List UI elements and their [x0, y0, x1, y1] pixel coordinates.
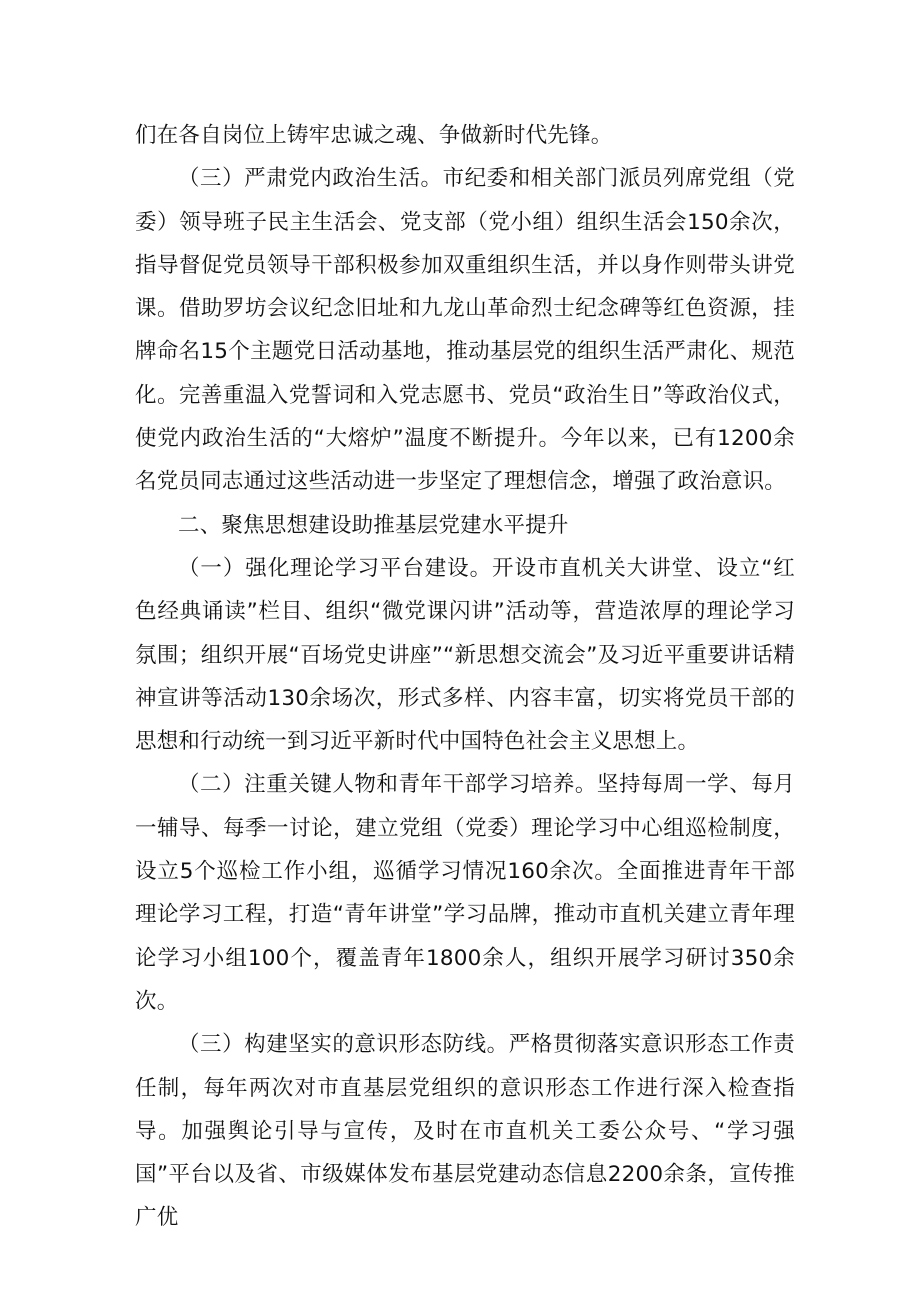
paragraph-continuation: 们在各自岗位上铸牢忠诚之魂、争做新时代先锋。 [135, 123, 613, 148]
paragraph-ideology-defense: （三）构建坚实的意识形态防线。严格贯彻落实意识形态工作责任制，每年两次对市直基层党组织的意识形态工作进行深入检查指导。加强舆论引导与宣传，及时在市直机关工委公众号、“学习强国”平台以及省、市级媒体发布基层党建动态信息2200余条，宣传推广优 [135, 1032, 795, 1231]
paragraph-party-political-life: （三）严肃党内政治生活。市纪委和相关部门派员列席党组（党委）领导班子民主生活会、党支部（党小组）组织生活会150余次，指导督促党员领导干部积极参加双重组织生活，并以身作则带头讲党课。借助罗坊会议纪念旧址和九龙山革命烈士纪念碑等红色资源，挂牌命名15个主题党日活动基地，推动基层党的组织生活严肃化、规范化。完善重温入党誓词和入党志愿书、党员“政治生日”等政治仪式，使党内政治生活的“大熔炉”温度不断提升。今年以来，已有1200余名党员同志通过这些活动进一步坚定了理想信念，增强了政治意识。 [135, 166, 795, 495]
section-heading-ideological-building: 二、聚焦思想建设助推基层党建水平提升 [178, 512, 569, 538]
paragraph-youth-cadre-training: （二）注重关键人物和青年干部学习培养。坚持每周一学、每月一辅导、每季一讨论，建立党组（党委）理论学习中心组巡检制度，设立5个巡检工作小组，巡循学习情况160余次。全面推进青年干部理论学习工程，打造“青年讲堂”学习品牌，推动市直机关建立青年理论学习小组100个，覆盖青年1800余人，组织开展学习研讨350余次。 [135, 772, 795, 1014]
paragraph-theory-study-platform: （一）强化理论学习平台建设。开设市直机关大讲堂、设立“红色经典诵读”栏目、组织“微党课闪讲”活动等，营造浓厚的理论学习氛围；组织开展“百场党史讲座”“新思想交流会”及习近平重要讲话精神宣讲等活动130余场次，形式多样、内容丰富，切实将党员干部的思想和行动统一到习近平新时代中国特色社会主义思想上。 [135, 555, 795, 755]
document-body [135, 114, 795, 1240]
